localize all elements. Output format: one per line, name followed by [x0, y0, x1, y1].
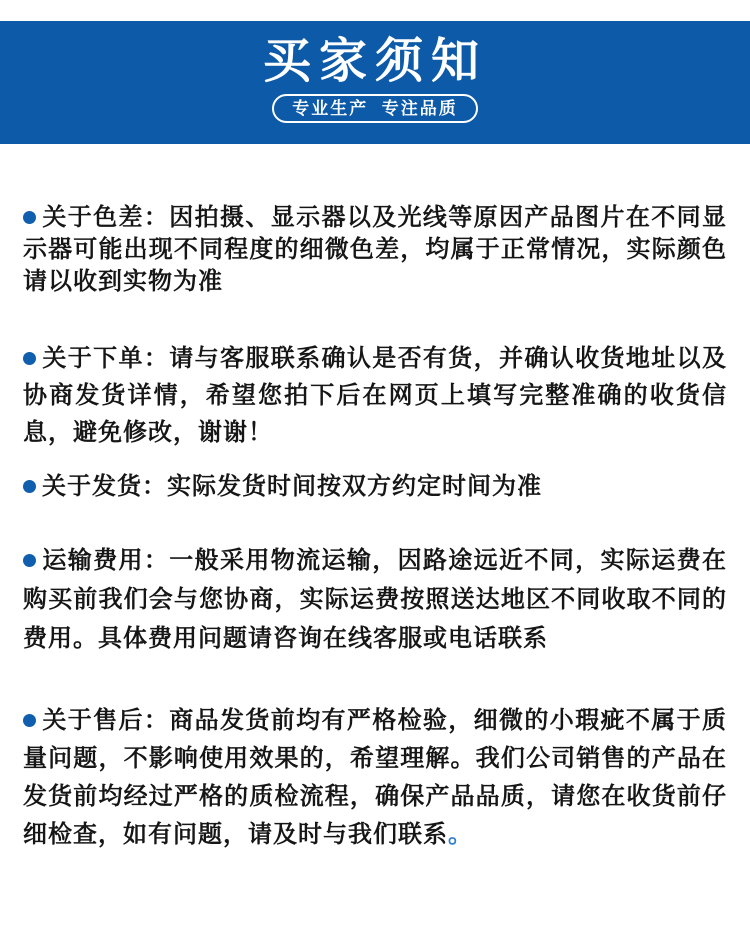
notice-body: 因拍摄、显示器以及光线等原因产品图片在不同显示器可能出现不同程度的细微色差，均属于正常情况，实际颜色请以收到实物为准: [23, 204, 728, 295]
notice-body: 一般采用物流运输，因路途远近不同，实际运费在购买前我们会与您协商，实际运费按照送达地区不同收取不同的费用。具体费用问题请咨询在线客服或电话联系: [23, 547, 728, 652]
notice-suffix: 。: [448, 821, 473, 848]
tagline-pill: [272, 94, 477, 123]
notice-after-sales: [23, 702, 727, 854]
tagline-text: 专业生产 专注品质: [292, 99, 458, 118]
notice-body: 请与客服联系确认是否有货，并确认收货地址以及协商发货详情，希望您拍下后在网页上填写完整准确的收货信息，避免修改，谢谢！: [23, 345, 728, 446]
notice-label: 运输费用：: [42, 547, 170, 574]
bullet-dot-icon: [23, 554, 36, 567]
notice-label: 关于发货：: [42, 473, 167, 500]
notice-body: 实际发货时间按双方约定时间为准: [167, 473, 542, 500]
bullet-dot-icon: [23, 352, 36, 365]
notice-label: 关于下单：: [42, 345, 170, 372]
bullet-dot-icon: [23, 211, 36, 224]
notice-freight-cost: [23, 541, 727, 658]
notice-label: 关于售后：: [42, 707, 170, 734]
page-title: 买家须知: [262, 35, 487, 88]
bullet-dot-icon: [23, 714, 36, 727]
notice-color-difference: [23, 202, 727, 298]
notice-list: [0, 202, 750, 854]
notice-label: 关于色差：: [42, 204, 170, 231]
bullet-dot-icon: [23, 480, 36, 493]
header-banner: [0, 21, 750, 144]
notice-body: 商品发货前均有严格检验，细微的小瑕疵不属于质量问题，不影响使用效果的，希望理解。我们公司销售的产品在发货前均经过严格的质检流程，确保产品品质，请您在收货前仔细检查，如有问题，请及时与我们联系: [23, 707, 728, 848]
notice-ordering: [23, 340, 727, 451]
notice-shipping-time: [23, 470, 727, 504]
